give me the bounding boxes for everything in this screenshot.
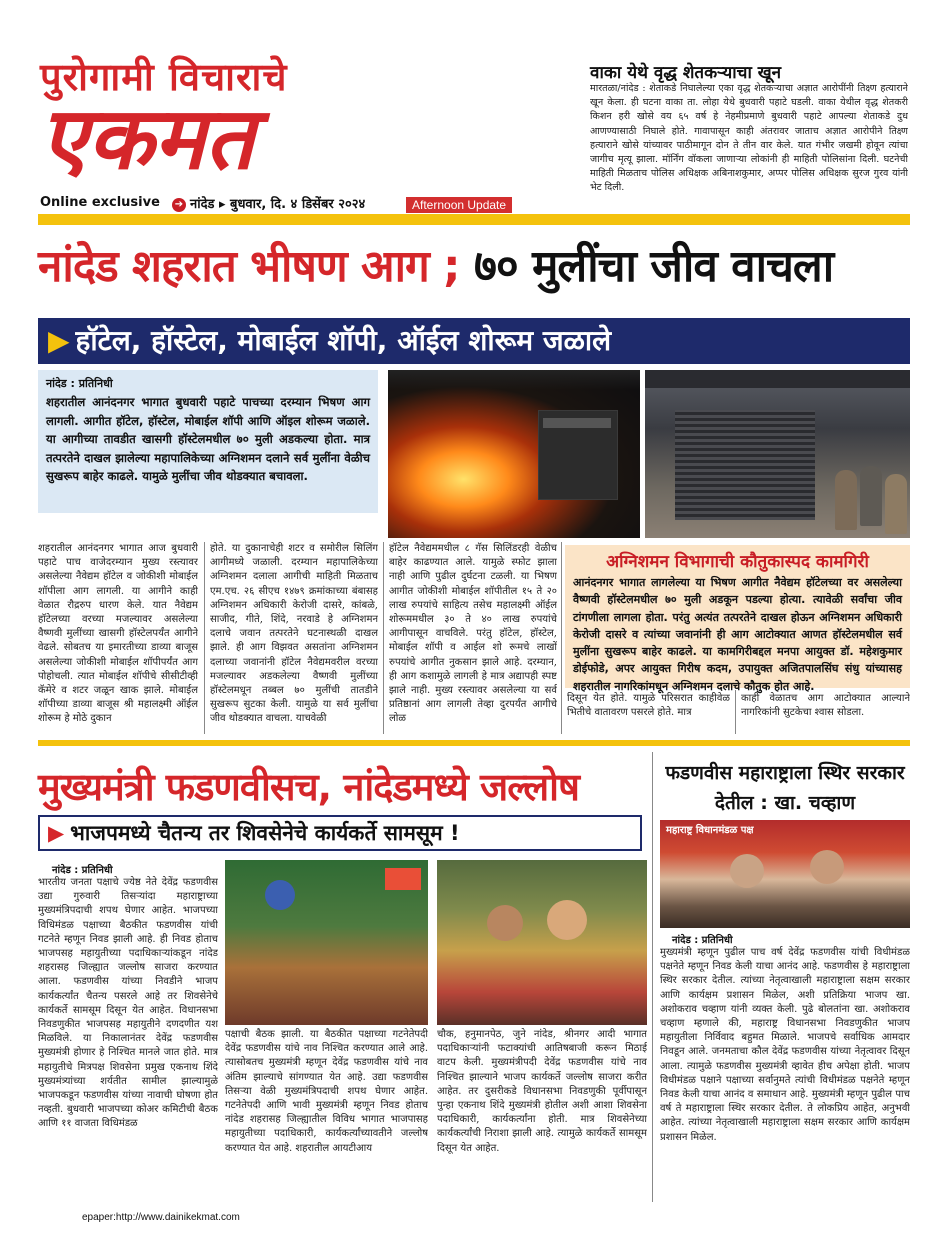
masthead-tagline: पुरोगामी विचाराचे [40, 55, 288, 99]
second-story-col-3: चौक, हनुमानपेठ, जुने नांदेड, श्रीनगर आदी भागात पदाधिकाऱ्यांनी फटाक्यांची आतिषबाजी करून मिठाई वाटप केली. मुख्यमंत्रीपदी देवेंद्र फडणवीस यांचे नाव निश्चित झाल्याने भाजप कार्यकर्ते जल्लोष साजरा करीत आहेत. तर दुसरीकडे विधानसभा निवडणुकी पूर्वीपासून पुन्हा एकनाथ शिंदे मुख्यमंत्री होतील अशी आशा शिवसेना पदाधिकारी, कार्यकर्त्यांना होती. मात्र शिवसेनेच्या कार्यकर्त्यांची निराशा झाली आहे. त्यामुळे कार्यकर्ते सामसूम दिसून येत आहेत. [437, 1029, 647, 1154]
right-story-body: मुख्यमंत्री म्हणून पुढील पाच वर्ष देवेंद्र फडणवीस यांची विधीमंडळ पक्षनेते म्हणून निवड केली याचा आनंद आहे. फडणवीस हे महाराष्ट्राला स्थिर सरकार देतील. त्यांच्या नेतृत्वाखाली महाराष्ट्राला सक्षम सरकार आणि कार्यक्षम प्रशासन मिळेल, अशी प्रतिक्रिया भाजप खा. अशोकराव चव्हाण यांनी व्यक्त केली. पुढे बोलतांना खा. अशोकराव चव्हाण म्हणाले की, महाराष्ट्र विधानसभा निवडणुकीत भाजप महायुतीला निर्विवाद बहुमत मिळाले. भाजपचे सर्वाधिक आमदार निवडून आले. जनमताचा कौल देवेंद्र फडणवीस यांच्या नेतृत्वावर दिसून आला. त्यामुळे फडणवीस मुख्यमंत्री व्हावेत हीच अपेक्षा होती. भाजप विधीमंडळ पक्षाने पक्षाच्या सर्वानुमते त्यांची विधीमंडळ पक्षनेते म्हणून निवड केली याचा आनंद व समाधान आहे. मुख्यमंत्री म्हणून पुढील पाच वर्ष ते महाराष्ट्राला स्थिर सरकार देतील. ते लोकप्रिय आहेत, अनुभवी आहेत. त्यांच्या नेतृत्वाखाली महाराष्ट्राला सक्षम सरकार आणि कार्यक्षम प्रशासन मिळेल. [660, 947, 910, 1143]
main-story-col-4: दिसून येत होते. यामुळे परिसरात काहीवेळ भितीचे वातावरण पसरले होते. मात्र [567, 693, 730, 719]
fire-brigade-box [565, 545, 910, 693]
main-story-col-5: काही वेळातच आग आटोक्यात आल्याने नागरिकांनी सुटकेचा श्वास सोडला. [741, 693, 910, 719]
celebration-photo-2 [437, 860, 647, 1025]
burnt-shop-photo [645, 370, 910, 538]
main-story-col-1: शहरातील आनंदनगर भागात आज बुधवारी पहाटे पाच वाजेदरम्यान मुख्य रस्त्यावर असलेल्या नैवेद्यम हॉटेल व जोकीशी मोबाईल शॉपीला आग लागली. या आगीने काही वेळात रौद्ररुप धारण केले. यात नैवेद्यम हॉटेलच्या वरच्या मजल्यावर असलेल्या वैष्णवी मुलींच्या खासगी हॉस्टेलपर्यंत आगीने वेढले. सोबतच या इमारतीच्या डाव्या बाजूस असलेल्या जोकीशी मोबाईल शॉपीपर्यंत आग पोहोचली. त्यात मोबाईल शॉपीचे सीसीटीव्ही कॅमेरे व शटर जळून खाक झाले. मोबाईल शॉपीच्या डाव्या बाजूस श्री महालक्ष्मी ऑईल शोरूम हे मोठे दुकान [38, 543, 198, 725]
chavan-photo [660, 820, 910, 928]
second-story-col-2: पक्षाची बैठक झाली. या बैठकीत पक्षाच्या गटनेतेपदी देवेंद्र फडणवीस यांचे नाव निश्चित करण्यात आले आहे. त्यासोबतच मुख्यमंत्री म्हणून देवेंद्र फडणवीस यांचे नाव अंतिम झाल्याचे सांगण्यात येत आहे. उद्या फडणवीस तिसऱ्या वेळी मुख्यमंत्रिपदाची शपथ घेणार आहेत. गटनेतेपदी आणि भावी मुख्यमंत्री म्हणून निवड होताच नांदेड शहरासह जिल्ह्यातील विविध भागात भाजपासह महायुतीच्या पदाधिकारी, कार्यकर्त्यांच्यावतीने जल्लोष करण्यात येत आहे. शहरातील आयटीआय [225, 1029, 428, 1154]
column-rule [652, 752, 653, 1202]
edition-date [172, 194, 365, 212]
lead-text: शहरातील आनंदनगर भागात बुधवारी पहाटे पाचच्या दरम्यान भिषण आग लागली. आगीत हॉटेल, हॉस्टेल, मोबाईल शॉपी आणि ऑइल शोरूम जळाले. या आगीच्या तावडीत खासगी हॉस्टेलमधील ७० मुली अडकल्या होता. मात्र तत्परतेने दाखल झालेल्या महापालिकेच्या अग्निशमन दलाने सर्व मुलींना वेळीच सुखरूप बाहेर काढले. यामुळे मुलींचा जीव थोडक्यात बचावला. [46, 395, 370, 483]
second-byline: नांदेड : प्रतिनिधी [52, 865, 113, 876]
right-story-title: फडणवीस महाराष्ट्राला स्थिर सरकार देतील : खा. चव्हाण [665, 762, 905, 814]
second-story-col-1: भारतीय जनता पक्षाचे ज्येष्ठ नेते देवेंद्र फडणवीस उद्या गुरुवारी तिसऱ्यांदा महाराष्ट्राच्या मुख्यमंत्रिपदाची शपथ घेणार आहेत. भाजपच्या विधिमंडळ पक्षाच्या बैठकीत फडणवीस यांची गटनेते म्हणून निवड झाली आहे. ही निवड होताच भाजपसह महायुतीच्या पदाधिकाऱ्यांकडून नांदेड शहरासह जिल्ह्यात जल्लोष साजरा करण्यात आला. फडणवीस यांच्या निवडीने भाजप कार्यकर्त्यांत चैतन्य पसरले आहे तर शिवसेनेचे कार्यकर्ते सामसूम दिसून येत आहेत. विधानसभा निवडणुकीत भाजपसह महायुतीने दणदणीत यश मिळविले. या निकालानंतर देवेंद्र फडणवीस मुख्यमंत्री होणार हे निश्चित मानले जात होते. मात्र महायुतीचे मित्रपक्ष शिवसेना प्रमुख एकनाथ शिंदे मुख्यमंत्र्यांच्या शर्यतीत सामील झाल्यामुळे भाजपकडून फडणवीस यांच्या नावाची घोषणा होत नव्हती. बुधवारी भाजपच्या कोअर कमिटीची बैठक आणि ११ वाजता विधिमंडळ [38, 877, 218, 1130]
online-exclusive-label: Online exclusive [40, 195, 160, 210]
divider-yellow [38, 740, 910, 746]
lead-box [38, 370, 378, 513]
column-rule [204, 542, 205, 734]
fire-photo [388, 370, 640, 538]
photo-banner-text: महाराष्ट्र विधानमंडळ पक्ष [666, 825, 754, 836]
celebration-photo-1 [225, 860, 428, 1025]
column-rule [735, 690, 736, 734]
column-rule [561, 542, 562, 734]
second-headline: मुख्यमंत्री फडणवीसच, नांदेडमध्ये जल्लोष [38, 765, 579, 809]
triangle-right-icon: ▶ [48, 324, 70, 357]
footer-url[interactable]: epaper:http://www.dainikekmat.com [82, 1212, 240, 1223]
main-story-col-2: होते. या दुकानाचेही शटर व समोरील सिलिंग आगीमध्ये जळाली. दरम्यान महापालिकेच्या अग्निशमन दलाला आगीची माहिती मिळताच एम.एच. २६ सीएच १४७९ क्रमांकाच्या बंबासह अग्निशमन अधिकारी केरोजी दासरे, कांबळे, साजीद, गीते, शिंदे, नरवाडे हे अग्निशमन दलाचे जवान तत्परतेने घटनास्थळी दाखल झाले. ही आग विझवत असतांना अग्निशमन दलाच्या जवानांनी हॉटेल नैवेद्यमवरील वरच्या मजल्यावर अडकलेल्या वैष्णवी मुलींच्या हॉस्टेलमधून तब्बल ७० मुलींची तातडीने सुखरूप सुटका केली. यामुळे या सर्व मुलींचा जीव थोडक्यात वाचला. याचवेळी [210, 543, 378, 725]
second-subheadline: भाजपमध्ये चैतन्य तर शिवसेनेचे कार्यकर्ते सामसूम ! [70, 821, 460, 845]
afternoon-update-badge: Afternoon Update [406, 197, 512, 213]
fire-brigade-title: अग्निशमन विभागाची कौतुकास्पद कामगिरी [606, 552, 869, 572]
main-headline-black: ७० मुलींचा जीव वाचला [474, 241, 834, 292]
main-subheadline-bar [38, 318, 910, 364]
lead-byline: नांदेड : प्रतिनिधी [46, 377, 113, 390]
second-subheadline-box [38, 815, 642, 851]
triangle-right-icon: ▶ [48, 821, 65, 845]
column-rule [383, 542, 384, 734]
fire-brigade-body: आनंदनगर भागात लागलेल्या या भिषण आगीत नैवेद्यम हॉटेलच्या वर असलेल्या वैष्णवी हॉस्टेलमधील ७० मुली अडकून पडल्या होत्या. त्यावेळी सर्वांचा जीव टांगणीला लागला होता. परंतु अत्यंत तत्परतेने दाखल होऊन अग्निशमन अधिकारी केरोजी दासरे व त्यांच्या जवानांनी ही आग आटोक्यात आणत हॉस्टेलमधील सर्व मुलींना सुखरूप बाहेर काढले. या कामगिरीबद्दल मनपा आयुक्त डॉ. महेशकुमार डोईफोडे, अपर आयुक्त गिरीष कदम, उपायुक्त अजितपालसिंघ संधु यांच्यासह शहरातील नागरिकांमधून अग्निशमन दलाचे कौतुक होत आहे. [573, 576, 902, 693]
main-story-col-3: हॉटेल नैवेद्यममधील ८ गॅस सिलिंडरही वेळीच बाहेर काढण्यात आले. यामुळे स्फोट झाला नाही आणि पुढील दुर्घटना टळली. या भिषण आगीत जोकीशी मोबाईल शॉपीतील १५ ते २० लाख रुपयांचे साहित्य तसेच महालक्ष्मी ऑईल शोरूममधील ३० ते ४० लाख रुपयांचे आगीपासून वाचविले. परंतु हॉटेल, हॉस्टेल, मोबाईल शॉपी व आईल शो रूमचे लाखों रुपयांचे आगीत नुकसान झाले आहे. दरम्यान, ही आग कशामुळे लागली हे मात्र अद्यापही स्पष्ट झाले नाही. मुख्य रस्त्यावर असलेल्या या सर्व प्रतिष्ठानां आग लागली तेव्हा दुरपर्यंत आगीचे लोळ [389, 543, 557, 725]
divider-yellow [38, 214, 910, 225]
edition-text: नांदेड ▸ बुधवार, दि. ४ डिसेंबर २०२४ [190, 197, 366, 212]
main-headline-red: नांदेड शहरात भीषण आग ; [38, 241, 460, 292]
arrow-right-icon: ➔ [172, 198, 186, 212]
masthead-logo: एकमत [40, 88, 255, 189]
right-byline: नांदेड : प्रतिनिधी [672, 935, 733, 946]
side-story-title: वाका येथे वृद्ध शेतकऱ्याचा खून [590, 63, 782, 83]
main-headline [38, 238, 910, 296]
main-subheadline: हॉटेल, हॉस्टेल, मोबाईल शॉपी, ऑईल शोरूम जळाले [75, 324, 612, 357]
side-story-body: मारतळा/नांदेड : शेताकडे निघालेल्या एका वृद्ध शेतकऱ्याचा अज्ञात आरोपींनी तिक्ष्ण हत्याराने खून केला. ही घटना वाका ता. लोहा येथे बुधवारी पहाटे घडली. वाका येथील वृद्ध शेतकरी किशन हरी खोसे वय ६५ वर्ष हे नेहमीप्रमाणे बुधवारी पहाटे आपल्या शेताकडे दुध आणण्यासाठी निघाले होते. गावापासून काही अंतरावर जाताच अज्ञात आरोपीने तिक्ष्ण हत्याराने खोसे यांच्यावर पाठीमागून दोन ते तीन वार केले. यात गंभीर जखमी होवून त्यांचा जागीच मृत्यू झाला. मॉर्निंग वॉकला जाणाऱ्या लोकांनी ही माहिती पोलिसांना दिली. घटनेची माहिती मिळताच पोलिस अधिक्षक अबिनाशकुमार, अप्पर पोलिस अधिक्षक सुरज गुरव यांनी भेट दिली. [590, 83, 908, 194]
